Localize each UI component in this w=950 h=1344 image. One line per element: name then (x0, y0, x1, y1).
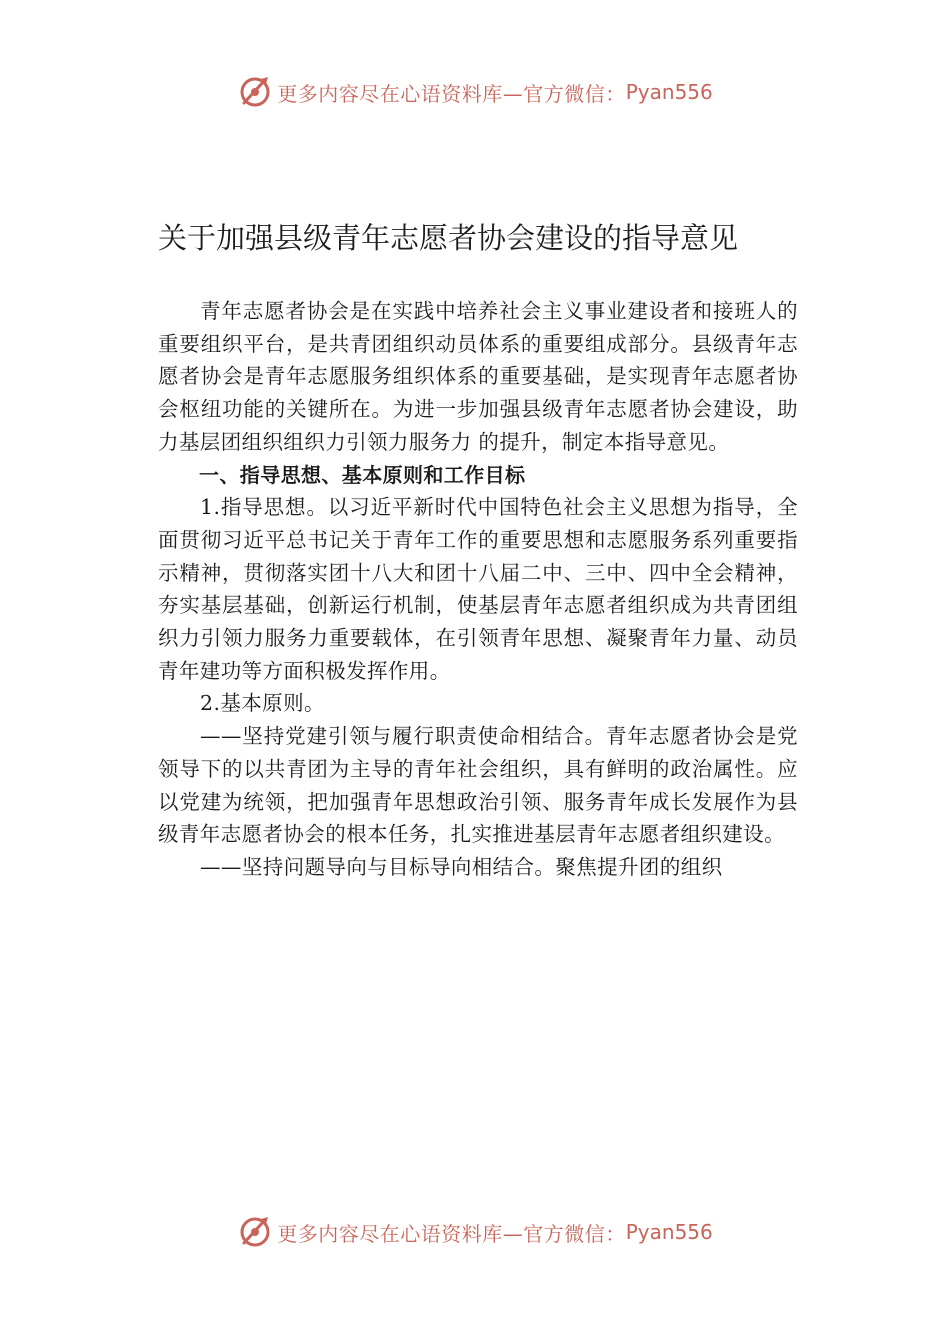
document-body (158, 295, 798, 884)
basic-principles-heading: 2.基本原则。 (200, 691, 325, 716)
banner-text: 更多内容尽在心语资料库—官方微信： (277, 1221, 626, 1246)
principle-paragraph: ——坚持问题导向与目标导向相结合。聚焦提升团的组织 (200, 854, 723, 879)
principle-paragraph: ——坚持党建引领与履行职责使命相结合。青年志愿者协会是党领导下的以共青团为主导的青年社会组织，具有鲜明的政治属性。应以党建为统领，把加强青年思想政治引领、服务青年成长发展作为县级青年志愿者协会的根本任务，扎实推进基层青年志愿者组织建设。 (158, 724, 798, 847)
banner-wechat-id: Pyan556 (625, 80, 713, 104)
intro-paragraph: 青年志愿者协会是在实践中培养社会主义事业建设者和接班人的重要组织平台，是共青团组织动员体系的重要组成部分。县级青年志愿者协会是青年志愿服务组织体系的重要基础，是实现青年志愿者协会枢纽功能的关键所在。为进一步加强县级青年志愿者协会建设，助力基层团组织组织力引领力服务力 的提升，制定本指导意见。 (158, 299, 798, 454)
ink-brush-logo-icon (237, 1214, 273, 1250)
guiding-thought-paragraph: 1.指导思想。以习近平新时代中国特色社会主义思想为指导，全面贯彻习近平总书记关于青年工作的重要思想和志愿服务系列重要指示精神，贯彻落实团十八大和团十八届二中、三中、四中全会精神，夯实基层基础，创新运行机制，使基层青年志愿者组织成为共青团组织力引领力服务力重要载体，在引领青年思想、凝聚青年力量、动员青年建功等方面积极发挥作用。 (158, 495, 798, 683)
section-heading: 一、指导思想、基本原则和工作目标 (199, 462, 526, 487)
footer-watermark-banner (0, 1212, 950, 1252)
banner-text: 更多内容尽在心语资料库—官方微信： (277, 81, 626, 106)
banner-wechat-id: Pyan556 (625, 1220, 713, 1244)
ink-brush-logo-icon (237, 74, 273, 110)
document-title: 关于加强县级青年志愿者协会建设的指导意见 (158, 221, 739, 255)
header-watermark-banner (0, 72, 950, 112)
